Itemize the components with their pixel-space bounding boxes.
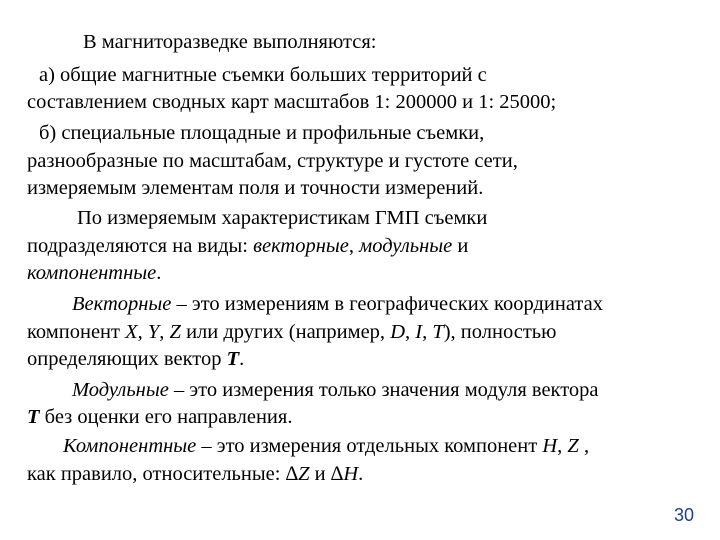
text-run: подразделяются на виды:	[27, 235, 254, 257]
text-run: ,	[422, 321, 433, 343]
text-run: а) общие магнитные съемки больших территорий с	[39, 64, 487, 86]
text-run: T	[27, 406, 40, 428]
text-run: ), полностью	[443, 321, 557, 343]
text-run: T	[226, 348, 240, 370]
text-run: векторные	[253, 235, 349, 257]
text-run: – это измерениям в географических координатах	[171, 293, 603, 315]
text-run: H	[542, 435, 558, 457]
text-run: компонентные	[27, 262, 157, 284]
text-run: ,	[159, 321, 170, 343]
text-run: По измеряемым характеристикам ГМП съемки	[77, 207, 488, 229]
text-line-3	[27, 89, 556, 116]
text-run: как правило, относительные:	[27, 463, 286, 485]
text-run: составлением сводных карт масштабов 1: 200000 и 1: 25000;	[27, 91, 557, 113]
text-line-15	[63, 433, 589, 460]
text-run: Векторные	[72, 293, 172, 315]
text-line-1	[83, 29, 376, 56]
text-line-7	[77, 205, 487, 232]
text-line-2	[39, 62, 487, 89]
text-run: Z	[567, 435, 579, 457]
text-run: ∆	[285, 463, 299, 485]
text-run: ,	[405, 321, 416, 343]
text-line-16	[27, 461, 363, 488]
text-run: измеряемым элементам поля и точности измерений.	[27, 177, 484, 199]
text-line-8	[27, 233, 468, 260]
text-run: определяющих вектор	[27, 348, 227, 370]
text-run: H	[343, 463, 359, 485]
text-line-9	[27, 260, 161, 287]
text-run: Компонентные	[63, 435, 197, 457]
text-run: .	[156, 262, 162, 284]
text-run: .	[358, 463, 364, 485]
text-run: Модульные	[72, 379, 169, 401]
text-line-11	[27, 319, 556, 346]
text-run: Y	[147, 321, 160, 343]
text-run: В магниторазведке выполняются:	[83, 31, 377, 53]
text-run: б) специальные площадные и профильные съемки,	[39, 122, 485, 144]
text-run: T	[432, 321, 444, 343]
text-run: или других (например,	[180, 321, 391, 343]
text-run: компонент	[27, 321, 126, 343]
text-run: D	[390, 321, 405, 343]
text-run: модульные	[359, 235, 453, 257]
text-line-14	[27, 404, 292, 431]
text-run: разнообразные по масштабам, структуре и густоте сети,	[27, 150, 518, 172]
page-number: 30	[673, 505, 694, 525]
text-run: .	[239, 348, 245, 370]
text-line-5	[27, 148, 518, 175]
text-line-4	[39, 120, 484, 147]
text-run: и	[309, 463, 331, 485]
text-line-12	[27, 346, 244, 373]
text-run: Z	[298, 463, 310, 485]
text-run: ,	[348, 235, 360, 257]
text-line-13	[72, 377, 599, 404]
text-run: Z	[169, 321, 181, 343]
text-run: ,	[578, 435, 590, 457]
text-run: ,	[557, 435, 568, 457]
text-run: I	[415, 321, 423, 343]
text-run: X	[125, 321, 138, 343]
text-run: без оценки его направления.	[39, 406, 293, 428]
text-run: ,	[137, 321, 148, 343]
text-line-10	[72, 291, 603, 318]
text-run: ∆	[330, 463, 344, 485]
text-run: – это измерения отдельных компонент	[196, 435, 543, 457]
text-run: и	[452, 235, 469, 257]
text-run: – это измерения только значения модуля вектора	[168, 379, 599, 401]
text-line-6	[27, 175, 483, 202]
